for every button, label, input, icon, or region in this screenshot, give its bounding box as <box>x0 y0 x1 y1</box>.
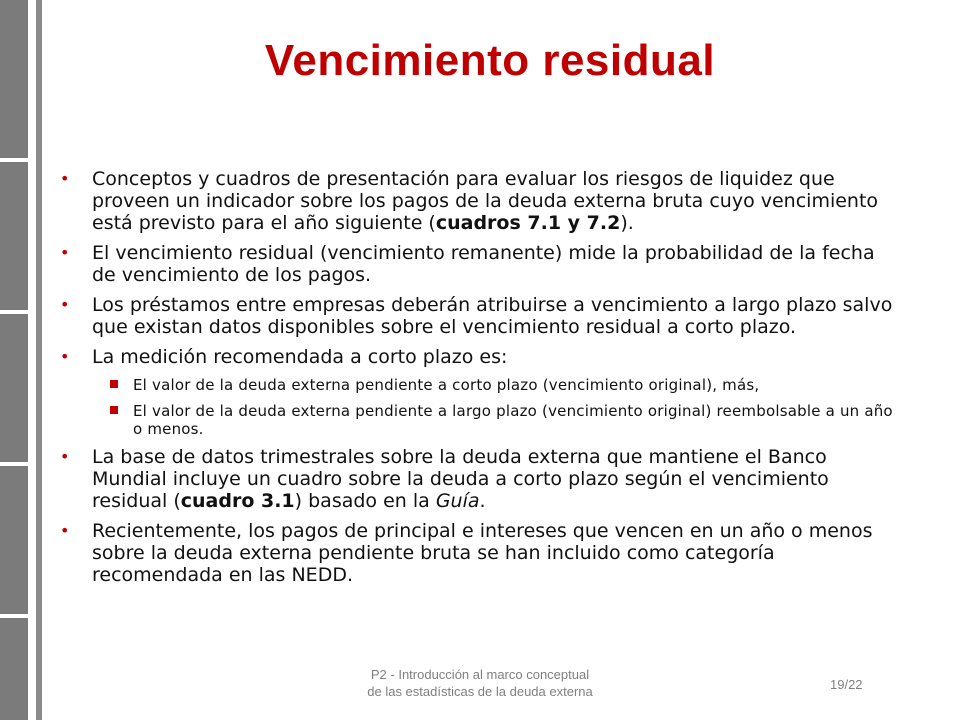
sub-bullet-item <box>60 376 895 394</box>
strip-block <box>0 162 28 310</box>
bullet-text: Los préstamos entre empresas deberán atribuirse a vencimiento a largo plazo salvo que existan datos disponibles sobre el vencimiento residual a corto plazo. <box>92 294 893 338</box>
page-number: 19/22 <box>830 677 863 692</box>
square-bullet-icon <box>110 406 118 414</box>
bullet-text: ). <box>620 212 634 234</box>
sub-bullet-text: El valor de la deuda externa pendiente a corto plazo (vencimiento original), más, <box>133 376 760 394</box>
footer-line: P2 - Introducción al marco conceptual <box>370 667 590 682</box>
bullet-bold-ref: cuadros 7.1 y 7.2 <box>435 212 621 234</box>
bullet-text: La base de datos trimestrales sobre la deuda externa que mantiene el Banco Mundial incluye un cuadro sobre la deuda a corto plazo según el vencimiento residual ( <box>92 446 829 512</box>
strip-block <box>0 466 28 614</box>
strip-block <box>0 0 28 158</box>
strip-line <box>36 0 42 720</box>
footer-line: de las estadísticas de la deuda externa <box>367 684 593 699</box>
bullet-item <box>60 346 895 368</box>
bullet-item <box>60 520 895 586</box>
slide-content <box>60 168 895 594</box>
bullet-text: Recientemente, los pagos de principal e intereses que vencen en un año o menos sobre la deuda externa pendiente bruta se han incluido como categoría recomendada en las NEDD. <box>92 520 873 586</box>
bullet-item <box>60 446 895 512</box>
bullet-icon: • <box>60 295 70 314</box>
bullet-text: Conceptos y cuadros de presentación para evaluar los riesgos de liquidez que proveen un indicador sobre los pagos de la deuda externa bruta cuyo vencimiento está previsto para el año siguiente ( <box>92 168 879 234</box>
strip-block <box>0 618 28 720</box>
square-bullet-icon <box>110 380 118 388</box>
bullet-text: El vencimiento residual (vencimiento remanente) mide la probabilidad de la fecha de vencimiento de los pagos. <box>92 242 875 286</box>
bullet-icon: • <box>60 447 70 466</box>
bullet-item <box>60 168 895 234</box>
slide-footer <box>300 666 660 700</box>
bullet-text: La medición recomendada a corto plazo es: <box>92 346 508 368</box>
bullet-icon: • <box>60 169 70 188</box>
bullet-icon: • <box>60 243 70 262</box>
bullet-bold-ref: cuadro 3.1 <box>180 490 295 512</box>
bullet-icon: • <box>60 521 70 540</box>
bullet-italic-ref: Guía <box>435 490 480 512</box>
sub-bullet-item <box>60 402 895 438</box>
bullet-item <box>60 242 895 286</box>
bullet-text: . <box>479 490 486 512</box>
strip-block <box>0 314 28 462</box>
slide-title: Vencimiento residual <box>264 36 716 85</box>
bullet-text: ) basado en la <box>294 490 436 512</box>
sub-bullet-text: El valor de la deuda externa pendiente a largo plazo (vencimiento original) reembolsable a un año o menos. <box>133 402 893 438</box>
bullet-icon: • <box>60 347 70 366</box>
left-decorative-strip <box>0 0 48 720</box>
bullet-item <box>60 294 895 338</box>
